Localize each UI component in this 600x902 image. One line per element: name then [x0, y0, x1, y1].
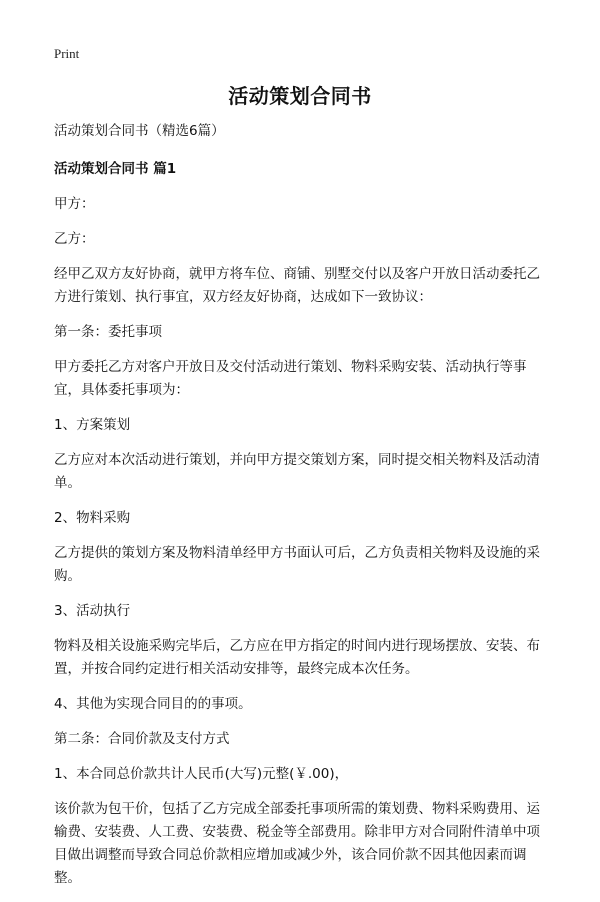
price-line: 1、本合同总价款共计人民币(大写)元整(￥.00)，: [54, 766, 349, 782]
party-b-line: 乙方：: [54, 231, 95, 247]
document-body: [54, 120, 546, 902]
article-1-paragraph: 甲方委托乙方对客户开放日及交付活动进行策划、物料采购安装、活动执行等事宜，具体委托事项为：: [54, 359, 527, 398]
print-link[interactable]: Print: [54, 46, 80, 61]
price-paragraph: 该价款为包干价，包括了乙方完成全部委托事项所需的策划费、物料采购费用、运输费、安装费、人工费、安装费、税金等全部费用。除非甲方对合同附件清单中项目做出调整而导致合同总价款相应增加或减少外，该合同价款不因其他因素而调整。: [54, 801, 540, 886]
article-1-heading: 第一条：委托事项: [54, 324, 162, 340]
item-3-heading: 3、活动执行: [54, 603, 131, 619]
preamble-paragraph: 经甲乙双方友好协商，就甲方将车位、商铺、别墅交付以及客户开放日活动委托乙方进行策划、执行事宜，双方经友好协商，达成如下一致协议：: [54, 266, 540, 305]
item-1-paragraph: 乙方应对本次活动进行策划，并向甲方提交策划方案，同时提交相关物料及活动清单。: [54, 452, 540, 491]
party-a-line: 甲方：: [54, 196, 95, 212]
document-subtitle: 活动策划合同书（精选6篇）: [54, 123, 225, 139]
item-3-paragraph: 物料及相关设施采购完毕后，乙方应在甲方指定的时间内进行现场摆放、安装、布置，并按合同约定进行相关活动安排等，最终完成本次任务。: [54, 638, 540, 677]
item-2-heading: 2、物料采购: [54, 510, 131, 526]
section-heading: 活动策划合同书 篇1: [54, 161, 177, 177]
item-1-heading: 1、方案策划: [54, 417, 131, 433]
item-2-paragraph: 乙方提供的策划方案及物料清单经甲方书面认可后，乙方负责相关物料及设施的采购。: [54, 545, 540, 584]
article-2-heading: 第二条：合同价款及支付方式: [54, 731, 230, 747]
item-4-line: 4、其他为实现合同目的的事项。: [54, 696, 252, 712]
document-title: 活动策划合同书: [228, 84, 372, 108]
